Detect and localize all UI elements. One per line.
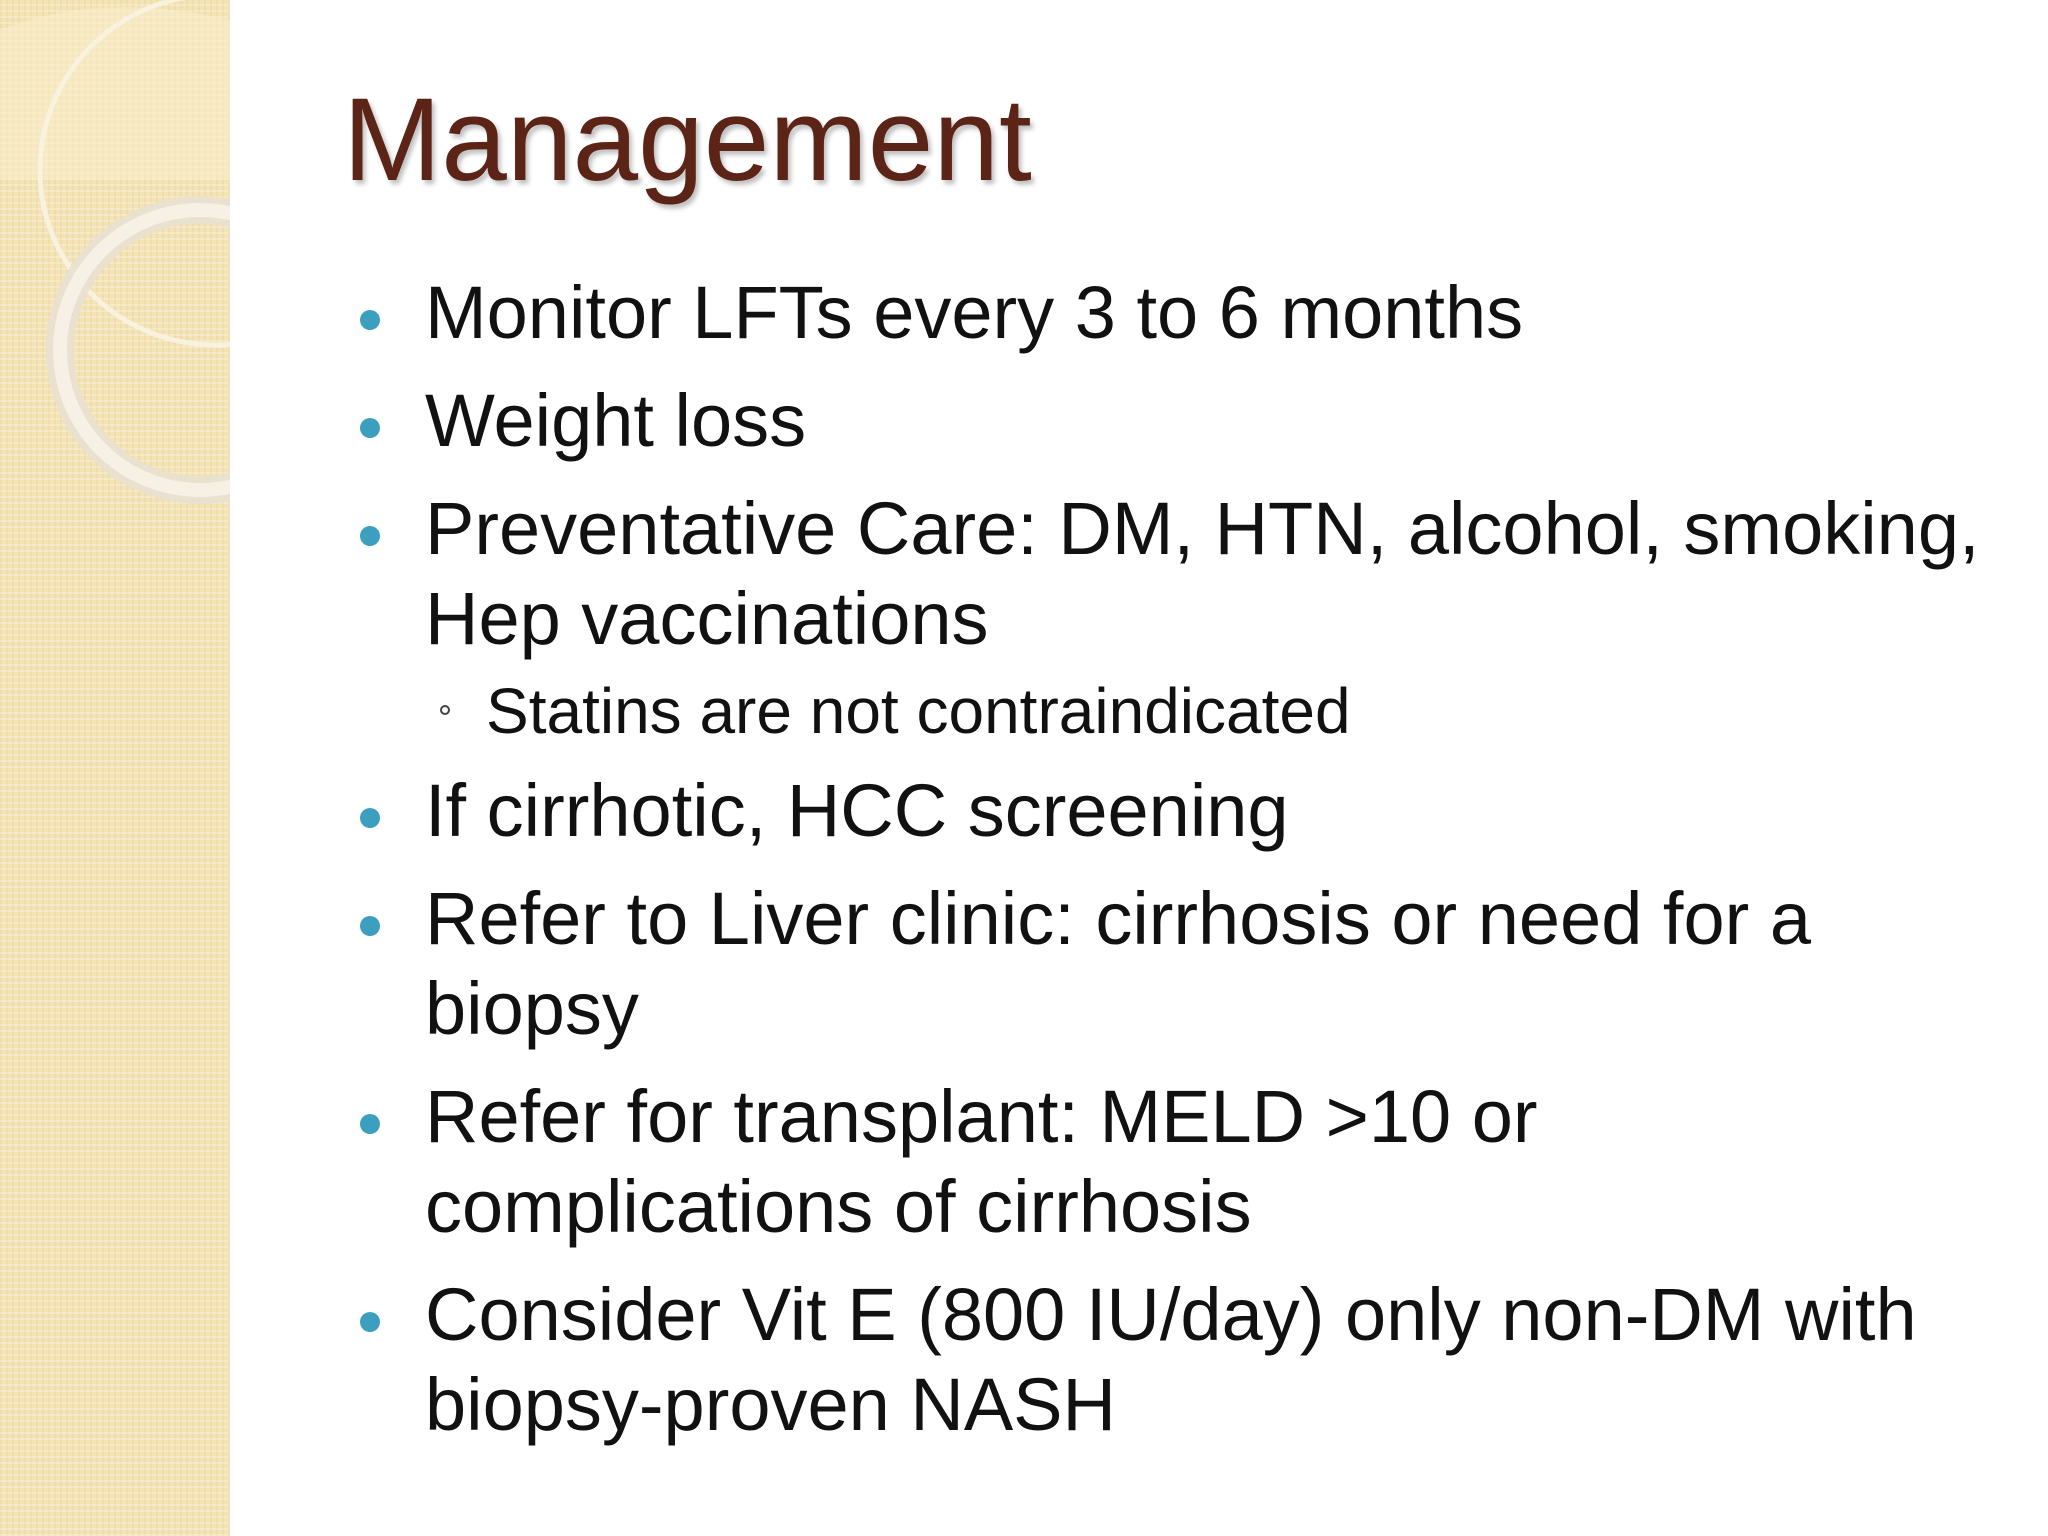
bullet-item: Monitor LFTs every 3 to 6 months xyxy=(360,268,2000,358)
decorative-rings xyxy=(0,0,230,520)
bullet-item: If cirrhotic, HCC screening xyxy=(360,766,2000,856)
decorative-side-band xyxy=(0,0,230,1536)
sub-bullet-item: Statins are not contraindicated xyxy=(360,674,2000,748)
bullet-item: Preventative Care: DM, HTN, alcohol, smoking, Hep vaccinations xyxy=(360,484,2000,664)
bullet-item: Weight loss xyxy=(360,376,2000,466)
bullet-item: Refer to Liver clinic: cirrhosis or need for a biopsy xyxy=(360,874,2000,1054)
bullet-item: Refer for transplant: MELD >10 or complications of cirrhosis xyxy=(360,1072,2000,1252)
bullet-list xyxy=(360,268,2000,1468)
slide-title: Management xyxy=(343,74,1032,206)
bullet-item: Consider Vit E (800 IU/day) only non-DM with biopsy-proven NASH xyxy=(360,1270,2000,1450)
